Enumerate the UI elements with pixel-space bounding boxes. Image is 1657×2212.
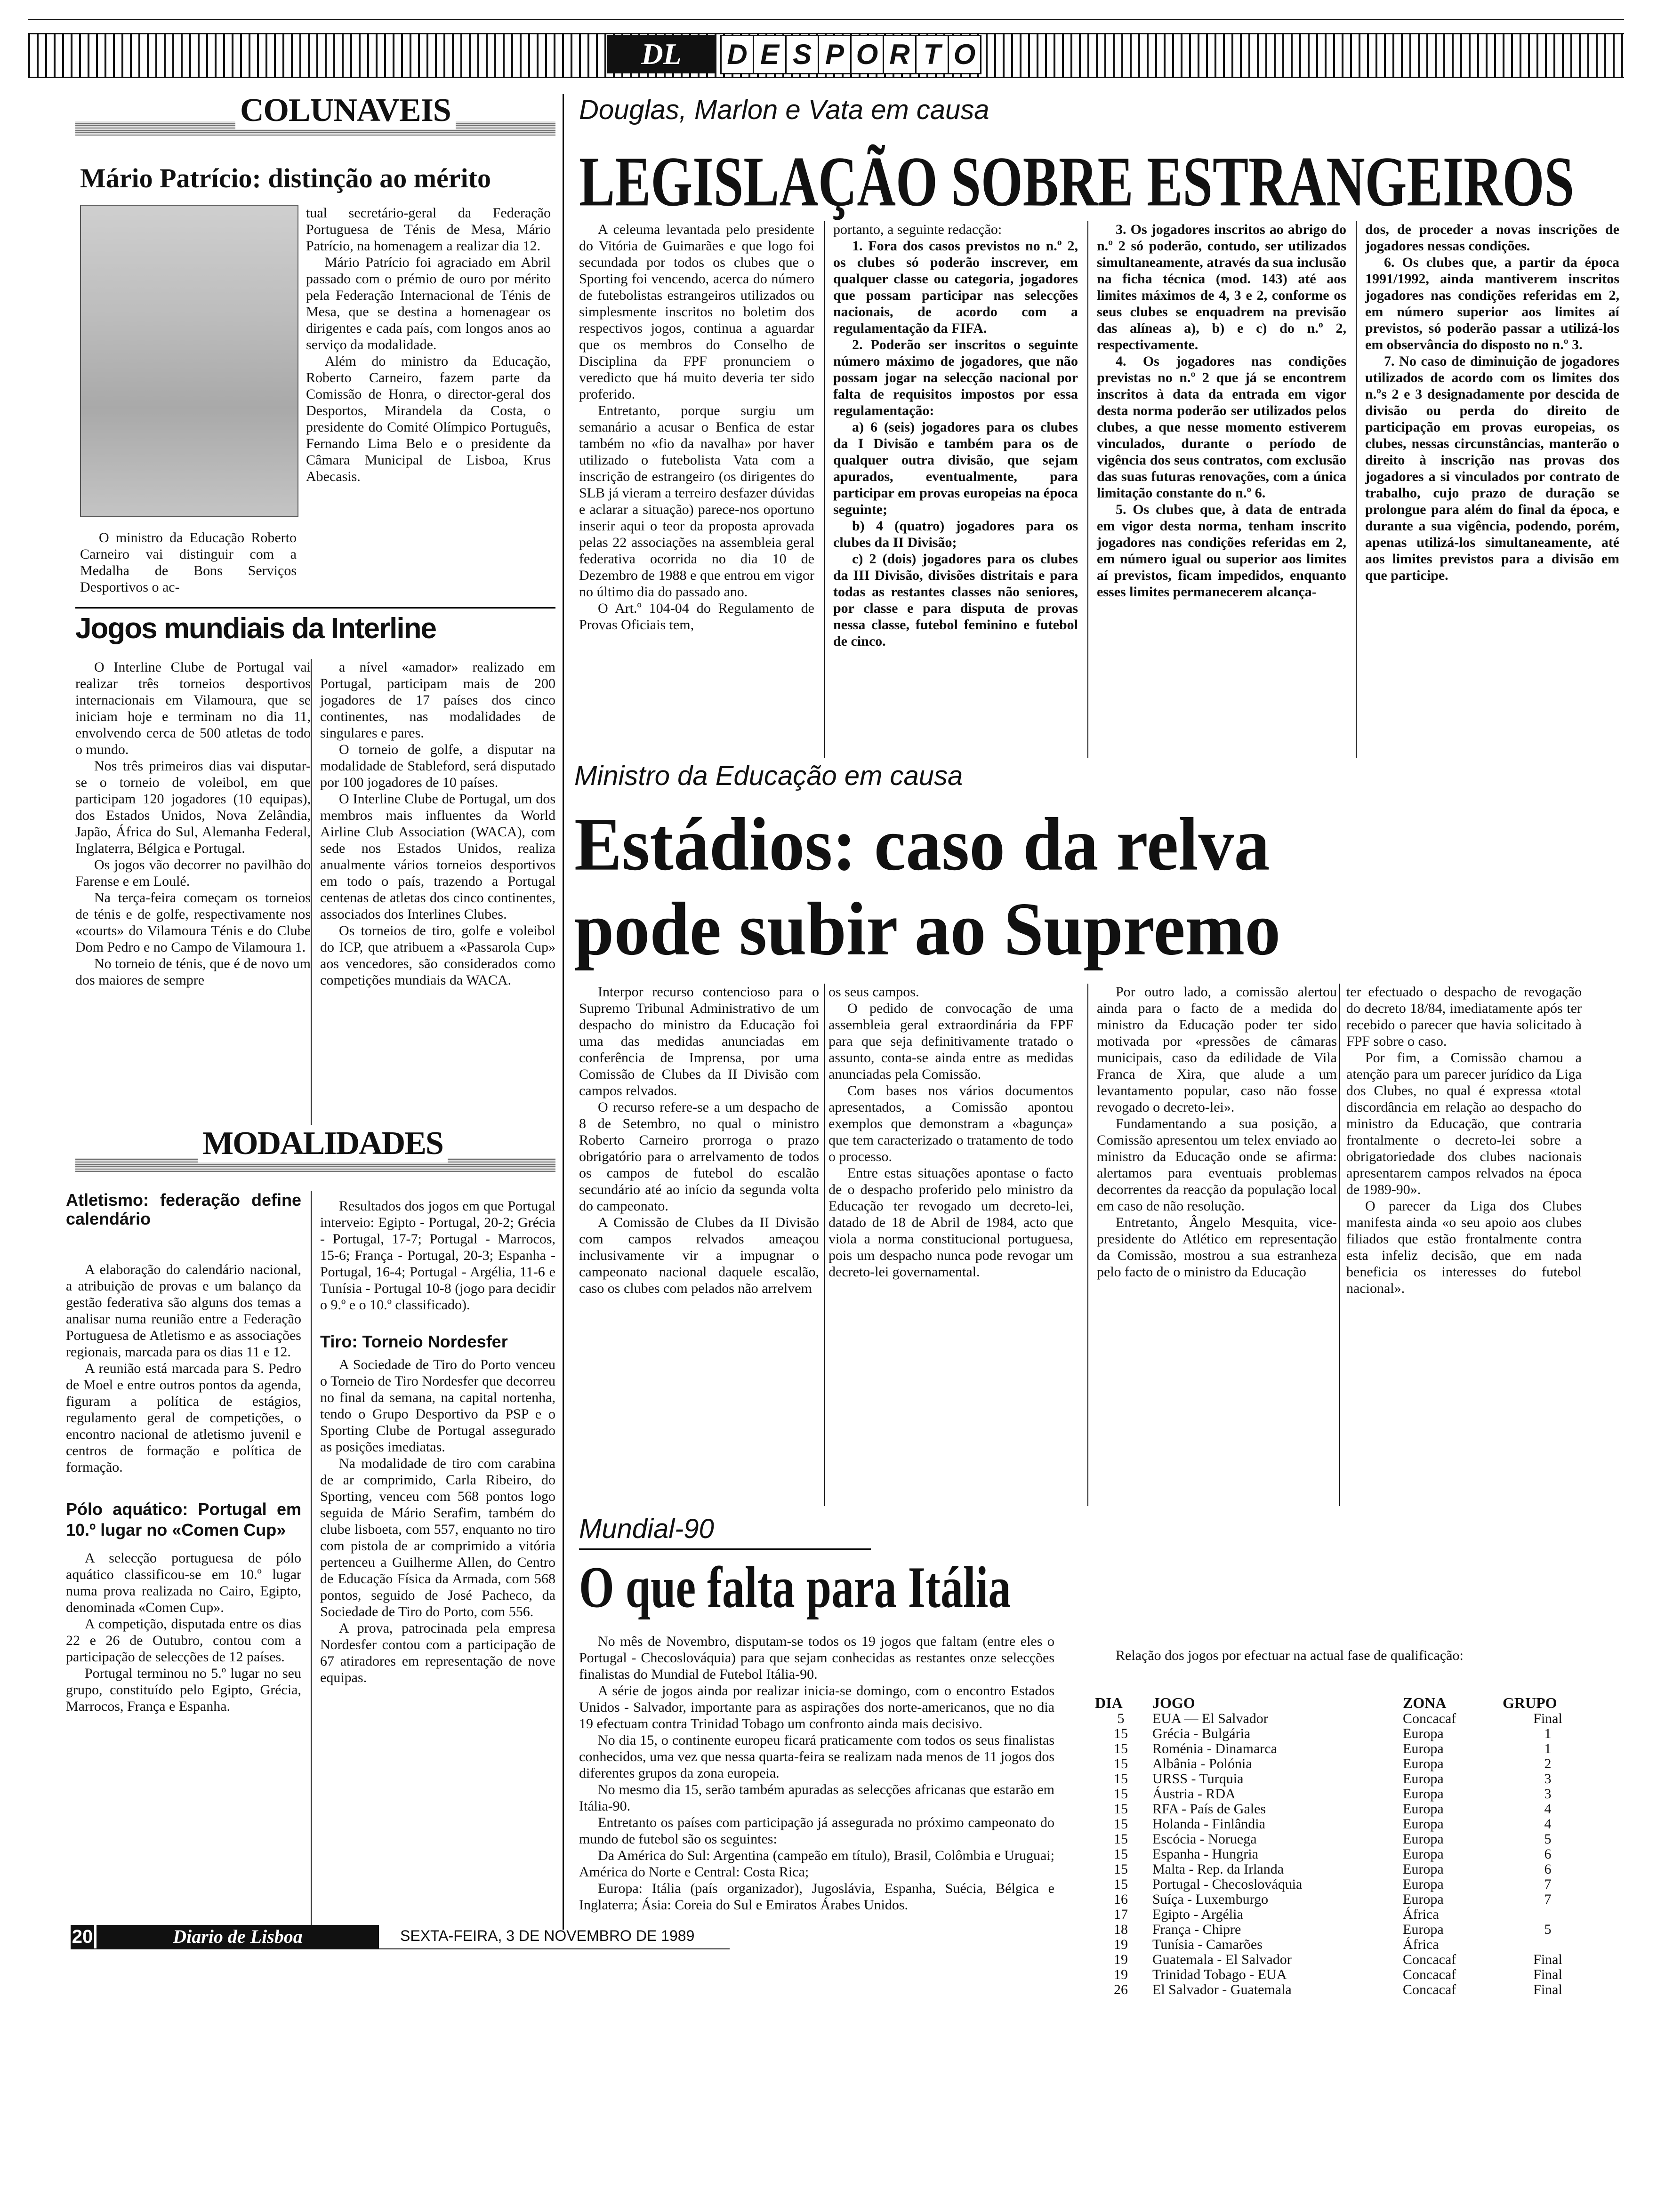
table-cell: El Salvador - Guatemala (1152, 1982, 1292, 1997)
paragraph: tual secretário-geral da Federação Portuguesa de Ténis de Mesa, Mário Patrício, na homenagem a realizar dia 12. (306, 205, 551, 254)
paragraph: Os torneios de tiro, golfe e voleibol do ICP, que atribuem a «Passarola Cup» aos vencedores, são considerados como competições mundiais da WACA. (320, 923, 555, 988)
table-cell: Holanda - Finlândia (1152, 1816, 1265, 1832)
paragraph: 6. Os clubes que, a partir da época 1991/1992, ainda mantiverem inscritos jogadores nas condições referidas em 2, em número superior aos limites aí previstos, só poderão passar a utilizá-los em observância do disposto no n.º 3. (1365, 255, 1619, 353)
divider (75, 607, 555, 609)
col-header-zona: ZONA (1403, 1694, 1447, 1711)
modalidades-col-1 (66, 1191, 301, 1715)
table-cell: 5 (1117, 1711, 1125, 1726)
paragraph: Mário Patrício foi agraciado em Abril passado com o prémio de ouro por mérito pela Federação Internacional de Ténis de Mesa, que se destina a homenagear os dirigentes e cada país, com longos anos ao serviço da modalidade. (306, 255, 551, 353)
modalidades-banner: MODALIDADES (198, 1125, 448, 1162)
interline-col-1 (75, 659, 311, 988)
legislacao-col-4 (1365, 221, 1619, 584)
paragraph: A reunião está marcada para S. Pedro de Moel e entre outros pontos da agenda, figuram a política de estágios, regulamento geral de competições, o encontro nacional de atletismo juvenil e centros de formação e política de formação. (66, 1361, 301, 1475)
estadios-col-4 (1346, 984, 1582, 1297)
table-cell: França - Chipre (1152, 1922, 1241, 1937)
table-cell: 15 (1114, 1876, 1128, 1892)
paragraph: A Comissão de Clubes da II Divisão com campos relvados ameaçou inclusivamente vir a impugnar o campeonato nacional daquele escalão, caso os clubes com pelados não arrelvem (579, 1215, 819, 1296)
results-text: Resultados dos jogos em que Portugal interveio: Egipto - Portugal, 20-2; Grécia - Portugal, 17-7; Portugal - Marrocos, 15-6; França - Portugal, 20-3; Espanha - Portugal, 16-4; Portugal - Argélia, 11-6 e Tunísia - Portugal 10-8 (jogo para decidir o 9.º e o 10.º classificado). (320, 1198, 555, 1313)
table-cell: 1 (1544, 1726, 1552, 1741)
table-cell: 15 (1114, 1741, 1128, 1756)
table-cell: Concacaf (1403, 1952, 1456, 1967)
interline-col-2 (320, 659, 555, 988)
estadios-col-2 (828, 984, 1073, 1280)
paragraph: No dia 15, o continente europeu ficará praticamente com todos os seus finalistas conhecidos, uma vez que nessa quarta-feira se realizam nada menos de 11 jogos dos diferentes grupos da zona europeia. (579, 1732, 1054, 1781)
table-cell: 15 (1114, 1726, 1128, 1741)
paragraph: Entretanto, porque surgiu um semanário a acusar o Benfica de estar também no «fio da navalha» por haver utilizado o futebolista Vata com a inscrição de estrangeiro (os dirigentes do SLB já vieram a terreiro desfazer dúvidas e aclarar a situação) parece-nos oportuno inserir aqui o teor da proposta aprovada pelas 22 associações na assembleia geral federativa ocorrida no dia 10 de Dezembro de 1988 e que entrou em vigor no último dia do passado ano. (579, 403, 814, 600)
paragraph: Entretanto, Ângelo Mesquita, vice-presidente do Atlético em representação da Comissão, mostrou a sua estranheza pelo facto de o ministro da Educação (1097, 1215, 1337, 1280)
table-row (1092, 1862, 1596, 1877)
table-cell: 7 (1544, 1876, 1552, 1892)
divider (563, 94, 564, 1930)
table-cell: EUA — El Salvador (1152, 1711, 1268, 1726)
divider (1087, 984, 1088, 1506)
table-row (1092, 1787, 1596, 1802)
header-logo: DL (607, 35, 716, 73)
paragraph: Interpor recurso contencioso para o Supremo Tribunal Administrativo de um despacho do ministro da Educação foi uma das medidas anunciadas em conferência de Imprensa, por uma Comissão de Clubes da II Divisão com campos relvados. (579, 984, 819, 1098)
paragraph: Na terça-feira começam os torneios de ténis e de golfe, respectivamente nos «courts» do Vilamoura Ténis e do Clube Dom Pedro e no Campo de Vilamoura 1. (75, 890, 311, 955)
table-cell: 15 (1114, 1756, 1128, 1771)
paragraph: Da América do Sul: Argentina (campeão em título), Brasil, Colômbia e Uruguai; América do Norte e Central: Costa Rica; (579, 1848, 1054, 1880)
table-cell: Europa (1403, 1771, 1444, 1787)
table-cell: Europa (1403, 1741, 1444, 1756)
table-cell: Escócia - Noruega (1152, 1831, 1257, 1847)
legislacao-col-3 (1097, 221, 1346, 600)
col-header-dia: DIA (1095, 1694, 1123, 1711)
table-cell: Europa (1403, 1786, 1444, 1802)
table-cell: Europa (1403, 1756, 1444, 1771)
table-cell: 15 (1114, 1771, 1128, 1787)
section-letter: T (917, 36, 949, 73)
table-row (1092, 1832, 1596, 1847)
legislacao-col-2 (833, 221, 1078, 649)
paragraph: A elaboração do calendário nacional, a atribuição de provas e um balanço da gestão federativa são alguns dos temas a analisar numa reunião entre a Federação Portuguesa de Atletismo e as associações regionais, marcada para os dias 11 e 12. (66, 1262, 301, 1360)
paragraph: Por outro lado, a comissão alertou ainda para o facto de a medida do ministro da Educação poder ter sido motivada por «pressões de câmaras municipais, caso da edilidade de Vila Franca de Xira, que alude a um levantamento popular, caso não fosse revogado o decreto-lei». (1097, 984, 1337, 1115)
estadios-col-3 (1097, 984, 1337, 1280)
footer-masthead: Diario de Lisboa (97, 1925, 379, 1948)
table-cell: Portugal - Checoslováquia (1152, 1876, 1303, 1892)
footer-page-number: 20 (71, 1925, 94, 1948)
table-cell: África (1403, 1937, 1439, 1952)
table-cell: Concacaf (1403, 1711, 1456, 1726)
table-row (1092, 1771, 1596, 1787)
paragraph: 2. Poderão ser inscritos o seguinte número máximo de jogadores, que não possam jogar na selecção nacional por falta de requisitos impostos por essa regulamentação: (833, 337, 1078, 418)
section-title-desporto (720, 35, 981, 74)
mundial-kicker: Mundial-90 (579, 1514, 714, 1544)
paragraph: O Interline Clube de Portugal, um dos membros mais influentes da World Airline Club Association (WACA), com sede nos Estados Unidos, realiza anualmente vários torneios desportivos em todo o país, trazendo a Portugal centenas de atletas dos cinco continentes, associados dos Interlines Clubes. (320, 791, 555, 922)
table-cell: 3 (1544, 1771, 1552, 1787)
paragraph: No mesmo dia 15, serão também apuradas as selecções africanas que estarão em Itália-90. (579, 1782, 1054, 1814)
section-letter: P (819, 36, 852, 73)
paragraph: A série de jogos ainda por realizar inicia-se domingo, com o encontro Estados Unidos - Salvador, importante para as aspirações dos norte-americanos, que no dia 19 efectuam contra Trinidad Tobago um confronto ainda mais decisivo. (579, 1683, 1054, 1731)
modalidades-col-2 (320, 1198, 555, 1686)
section-letter: O (953, 39, 976, 70)
paragraph: A competição, disputada entre os dias 22 e 26 de Outubro, contou com a participação de selecções de 12 países. (66, 1616, 301, 1665)
legislacao-kicker: Douglas, Marlon e Vata em causa (579, 95, 989, 125)
table-cell (1500, 1937, 1596, 1952)
table-cell: Final (1533, 1952, 1562, 1967)
col-header-jogo: JOGO (1152, 1694, 1195, 1711)
interline-title: Jogos mundiais da Interline (75, 612, 436, 645)
section-letter: O (852, 36, 884, 73)
estadios-kicker: Ministro da Educação em causa (574, 761, 963, 791)
table-cell: 18 (1114, 1922, 1128, 1937)
table-cell: Espanha - Hungria (1152, 1846, 1258, 1862)
table-row (1092, 1907, 1596, 1922)
mundial-table-intro: Relação dos jogos por efectuar na actual fase de qualificação: (1116, 1648, 1464, 1663)
table-cell: Europa (1403, 1891, 1444, 1907)
table-row (1092, 1937, 1596, 1952)
table-cell: Europa (1403, 1876, 1444, 1892)
table-cell: Final (1533, 1967, 1562, 1982)
divider (824, 984, 825, 1506)
footer-date: SEXTA-FEIRA, 3 DE NOVEMBRO DE 1989 (400, 1927, 695, 1944)
paragraph: Nos três primeiros dias vai disputar-se o torneio de voleibol, em que participam 120 jogadores (10 equipas), dos Estados Unidos, Nova Zelândia, Japão, África do Sul, Alemanha Federal, Inglaterra, Bélgica e Portugal. (75, 758, 311, 856)
table-cell: 19 (1114, 1937, 1128, 1952)
table-cell: 3 (1544, 1786, 1552, 1802)
paragraph: Entretanto os países com participação já assegurada no próximo campeonato do mundo de futebol são os seguintes: (579, 1815, 1054, 1847)
paragraph: Além do ministro da Educação, Roberto Carneiro, fazem parte da Comissão de Honra, o director-geral dos Desportos, Mirandela da Costa, o presidente do Comité Olímpico Português, Fernando Lima Belo e o presidente da Câmara Municipal de Lisboa, Krus Abecasis. (306, 353, 551, 484)
table-cell: 15 (1114, 1846, 1128, 1862)
table-row (1092, 1847, 1596, 1862)
table-cell: RFA - País de Gales (1152, 1801, 1266, 1817)
tiro-body (320, 1356, 555, 1686)
section-letter: E (754, 36, 787, 73)
table-cell: 16 (1114, 1891, 1128, 1907)
table-cell: 19 (1114, 1967, 1128, 1982)
paragraph: os seus campos. (828, 984, 919, 1000)
table-cell: Europa (1403, 1816, 1444, 1832)
table-cell: 17 (1114, 1907, 1128, 1922)
table-cell: 19 (1114, 1952, 1128, 1967)
table-cell: África (1403, 1907, 1439, 1922)
divider (311, 1191, 312, 1934)
table-cell: Grécia - Bulgária (1152, 1726, 1251, 1741)
paragraph: Entre estas situações apontase o facto de o despacho proferido pelo ministro da Educação ter revogado um decreto-lei, datado de 18 de Abril de 1984, acto que viola a norma constitucional portuguesa, pois um despacho nunca pode revogar um decreto-lei governamental. (828, 1165, 1073, 1280)
paragraph: Na modalidade de tiro com carabina de ar comprimido, Carla Ribeiro, do Sporting, venceu com 568 pontos logo seguida de Mário Serafim, também do clube lisboeta, com 557, enquanto no tiro com pistola de ar comprimido a vitória pertenceu a Guilherme Allen, do Centro de Educação Física da Armada, com 568 pontos, seguido de José Pacheco, da Sociedade de Tiro do Porto, com 556. (320, 1456, 555, 1619)
table-cell: 15 (1114, 1801, 1128, 1817)
table-cell: Europa (1403, 1726, 1444, 1741)
paragraph: 4. Os jogadores nas condições previstas no n.º 2 que já se encontrem inscritos à data da entrada em vigor desta norma poderão ser utilizados pelos clubes, a que nesse momento estiverem vinculados, durante o período de vigência dos seus contratos, com exclusão das suas futuras renovações, com a única limitação constante do n.º 6. (1097, 353, 1346, 501)
table-cell: Concacaf (1403, 1967, 1456, 1982)
paragraph: No mês de Novembro, disputam-se todos os 19 jogos que faltam (entre eles o Portugal - Checoslováquia) para que sejam conhecidas as restantes onze selecções finalistas do Mundial de Futebol Itália-90. (579, 1634, 1054, 1682)
table-row (1092, 1922, 1596, 1937)
paragraph: O torneio de golfe, a disputar na modalidade de Stableford, será disputado por 100 jogadores de 10 países. (320, 742, 555, 790)
paragraph: 1. Fora dos casos previstos no n.º 2, os clubes só poderão inscrever, em qualquer classe ou categoria, jogadores que possam participar nas selecções nacionais, de acordo com a regulamentação da FIFA. (833, 238, 1078, 336)
estadios-headline-line-1: Estádios: caso da relva (574, 801, 1270, 886)
paragraph: Portugal terminou no 5.º lugar no seu grupo, constituído pelo Egipto, Grécia, Marrocos, França e Espanha. (66, 1666, 301, 1714)
table-row (1092, 1726, 1596, 1741)
table-cell: Final (1533, 1711, 1562, 1726)
table-cell: 15 (1114, 1831, 1128, 1847)
paragraph: O Art.º 104-04 do Regulamento de Provas Oficiais tem, (579, 601, 814, 633)
paragraph: b) 4 (quatro) jogadores para os clubes da II Divisão; (833, 518, 1078, 550)
table-cell: Final (1533, 1982, 1562, 1997)
divider (1356, 221, 1357, 758)
paragraph: Por fim, a Comissão chamou a atenção para um parecer jurídico da Liga dos Clubes, no qual é expressa «total discordância em relação ao despacho do ministro da Educação, que contraria frontalmente o decreto-lei sobre a obrigatoriedade dos clubes nacionais apresentarem campos relvados na época de 1989-90». (1346, 1050, 1582, 1197)
mario-patricio-photo (80, 205, 298, 517)
table-row (1092, 1741, 1596, 1756)
paragraph: A Sociedade de Tiro do Porto venceu o Torneio de Tiro Nordesfer que decorreu no final da semana, na capital nortenha, tendo o Grupo Desportivo da PSP e o Sporting Clube de Portugal assegurado as posições imediatas. (320, 1357, 555, 1455)
colunaveis-caption: O ministro da Educação Roberto Carneiro vai distinguir com a Medalha de Bons Serviços Desportivos o ac- (80, 530, 297, 595)
estadios-headline-line-2: pode subir ao Supremo (574, 886, 1281, 971)
divider (1087, 221, 1088, 758)
table-cell: Malta - Rep. da Irlanda (1152, 1861, 1284, 1877)
table-row (1092, 1756, 1596, 1771)
table-cell: Egipto - Argélia (1152, 1907, 1243, 1922)
table-row (1092, 1877, 1596, 1892)
table-cell: URSS - Turquia (1152, 1771, 1244, 1787)
table-cell: 6 (1544, 1861, 1552, 1877)
table-cell: Roménia - Dinamarca (1152, 1741, 1277, 1756)
qualifying-games-table (1092, 1694, 1596, 1997)
table-cell: Europa (1403, 1831, 1444, 1847)
table-cell: Suíça - Luxemburgo (1152, 1891, 1269, 1907)
polo-title: Pólo aquático: Portugal em 10.º lugar no «Comen Cup» (66, 1499, 301, 1539)
paragraph: ter efectuado o despacho de revogação do decreto 18/84, imediatamente após ter recebido o parecer que havia solicitado à FPF sobre o caso. (1346, 984, 1582, 1049)
table-row (1092, 1802, 1596, 1817)
table-cell: Europa (1403, 1922, 1444, 1937)
table-row (1092, 1817, 1596, 1832)
table-cell: Áustria - RDA (1152, 1786, 1236, 1802)
divider (311, 659, 312, 1125)
table-cell: 6 (1544, 1846, 1552, 1862)
section-letter: R (884, 36, 917, 73)
colunaveis-banner: COLUNAVEIS (235, 92, 456, 129)
top-rule (28, 19, 1624, 20)
paragraph: O parecer da Liga dos Clubes manifesta ainda «o seu apoio aos clubes filiados que estão frontalmente contra esta infeliz decisão, que em nada beneficia os interesses do futebol nacional». (1346, 1198, 1582, 1296)
paragraph: portanto, a seguinte redacção: (833, 222, 1002, 237)
paragraph: A prova, patrocinada pela empresa Nordesfer contou com a participação de 67 atiradores em representação de nove equipas. (320, 1620, 555, 1685)
divider (579, 1548, 871, 1550)
table-cell: Trinidad Tobago - EUA (1152, 1967, 1287, 1982)
table-cell: Europa (1403, 1861, 1444, 1877)
section-letter: S (787, 36, 819, 73)
paragraph: 7. No caso de diminuição de jogadores utilizados de acordo com os limites dos n.ºs 2 e 3 designadamente por descida de divisão ou perda do direito de participação em provas europeias, os clubes, nessas circunstâncias, manterão o direito à inscrição nas provas dos jogadores a si vinculados por contrato de trabalho, cujo prazo de duração se prolongue para além do final da época, e durante a sua vigência, podendo, porém, apenas utilizá-los simultaneamente, até aos limites previstos para a divisão em que participe. (1365, 353, 1619, 583)
colunaveis-title: Mário Patrício: distinção ao mérito (80, 163, 491, 193)
table-cell: 26 (1114, 1982, 1128, 1997)
paragraph: No torneio de ténis, que é de novo um dos maiores de sempre (75, 956, 311, 988)
paragraph: a nível «amador» realizado em Portugal, participam mais de 200 jogadores de 17 países dos cinco continentes, nas modalidades de singulares e pares. (320, 659, 555, 741)
polo-body (66, 1550, 301, 1715)
paragraph: Com bases nos vários documentos apresentados, a Comissão apontou exemplos que demonstram a «bagunça» que tem caracterizado o tratamento de todo o processo. (828, 1083, 1073, 1164)
paragraph: Os jogos vão decorrer no pavilhão do Farense e em Loulé. (75, 857, 311, 889)
table-cell: 15 (1114, 1861, 1128, 1877)
table-cell: Europa (1403, 1801, 1444, 1817)
legislacao-headline: LEGISLAÇÃO SOBRE ESTRANGEIROS (579, 142, 1575, 222)
atletismo-body (66, 1261, 301, 1475)
table-cell: 5 (1544, 1922, 1552, 1937)
table-cell: 7 (1544, 1891, 1552, 1907)
table-cell: 15 (1114, 1816, 1128, 1832)
paragraph: a) 6 (seis) jogadores para os clubes da I Divisão e também para os de qualquer outra divisão, que sejam apurados, eventualmente, para participar em provas europeias na época seguinte; (833, 419, 1078, 517)
paragraph: c) 2 (dois) jogadores para os clubes da III Divisão, divisões distritais e para todas as restantes classes não seniores, por classe e para disputa de provas nessa classe, futebol feminino e futebol de cinco. (833, 551, 1078, 649)
paragraph: Europa: Itália (país organizador), Jugoslávia, Espanha, Suécia, Bélgica e Inglaterra; Ásia: Coreia do Sul e Emiratos Árabes Unidos. (579, 1881, 1054, 1913)
footer-rule (71, 1948, 730, 1949)
paragraph: O pedido de convocação de uma assembleia geral extraordinária da FPF para que seja definitivamente tratado o assunto, conta-se ainda entre as medidas anunciadas pela Comissão. (828, 1001, 1073, 1082)
paragraph: A selecção portuguesa de pólo aquático classificou-se em 10.º lugar numa prova realizada no Cairo, Egipto, denominada «Comen Cup». (66, 1550, 301, 1615)
mundial-body (579, 1633, 1054, 1913)
table-cell (1500, 1907, 1596, 1922)
paragraph: O Interline Clube de Portugal vai realizar três torneios desportivos internacionais em Vilamoura, que se iniciam hoje e terminam no dia 11, envolvendo cerca de 500 atletas de todo o mundo. (75, 659, 311, 757)
table-cell: Tunísia - Camarões (1152, 1937, 1263, 1952)
col-header-grupo: GRUPO (1503, 1694, 1557, 1711)
table-cell: 5 (1544, 1831, 1552, 1847)
divider (824, 221, 825, 758)
table-cell: Concacaf (1403, 1982, 1456, 1997)
table-row (1092, 1982, 1596, 1997)
estadios-col-1 (579, 984, 819, 1297)
paragraph: 3. Os jogadores inscritos ao abrigo do n.º 2 só poderão, contudo, ser utilizados simultaneamente, através da sua inclusão na ficha técnica (mod. 143) até aos limites máximos de 4, 3 e 2, conforme os seus clubes se enquadrem na previsão das alíneas a), b) e c) do n.º 2, respectivamente. (1097, 222, 1346, 353)
table-cell: 4 (1544, 1801, 1552, 1817)
table-cell: 15 (1114, 1786, 1128, 1802)
table-cell: Guatemala - El Salvador (1152, 1952, 1292, 1967)
tiro-title: Tiro: Torneio Nordesfer (320, 1332, 508, 1351)
mundial-headline: O que falta para Itália (579, 1554, 1011, 1620)
table-cell: 2 (1544, 1756, 1552, 1771)
atletismo-title: Atletismo: federação define calendário (66, 1190, 301, 1228)
colunaveis-body (306, 205, 551, 485)
table-row (1092, 1711, 1596, 1726)
table-cell: 4 (1544, 1816, 1552, 1832)
section-letter: D (722, 36, 754, 73)
paragraph: dos, de proceder a novas inscrições de jogadores nessas condições. (1365, 222, 1619, 254)
paragraph: A celeuma levantada pelo presidente do Vitória de Guimarães e que logo foi secundada por todos os clubes que o Sporting foi vencendo, acerca do número de futebolistas estrangeiros utilizados ou simplesmente inscritos no boletim dos respectivos jogos, continua a aguardar que os membros do Conselho de Disciplina da FPF pronunciem o veredicto que há muito deveria ter sido proferido. (579, 222, 814, 402)
legislacao-col-1 (579, 221, 814, 633)
table-row (1092, 1967, 1596, 1982)
table-cell: Europa (1403, 1846, 1444, 1862)
divider (1339, 984, 1340, 1506)
paragraph: O recurso refere-se a um despacho de 8 de Setembro, no qual o ministro Roberto Carneiro prorroga o prazo obrigatório para o arrelvamento de todos os campos de futebol do escalão secundário até ao início da segunda volta do campeonato. (579, 1099, 819, 1214)
table-row (1092, 1952, 1596, 1967)
paragraph: 5. Os clubes que, à data de entrada em vigor desta norma, tenham inscrito jogadores nas condições referidas em 2, em número igual ou superior aos limites aí previstos, ficam impedidos, enquanto esses limites permanecerem alcança- (1097, 502, 1346, 600)
table-cell: 1 (1544, 1741, 1552, 1756)
table-cell: Albânia - Polónia (1152, 1756, 1252, 1771)
table-row (1092, 1892, 1596, 1907)
paragraph: Fundamentando a sua posição, a Comissão apresentou um telex enviado ao ministro da Educação onde se afirma: alertamos para eventuais problemas decorrentes da reacção da população local em caso de não resolução. (1097, 1116, 1337, 1214)
